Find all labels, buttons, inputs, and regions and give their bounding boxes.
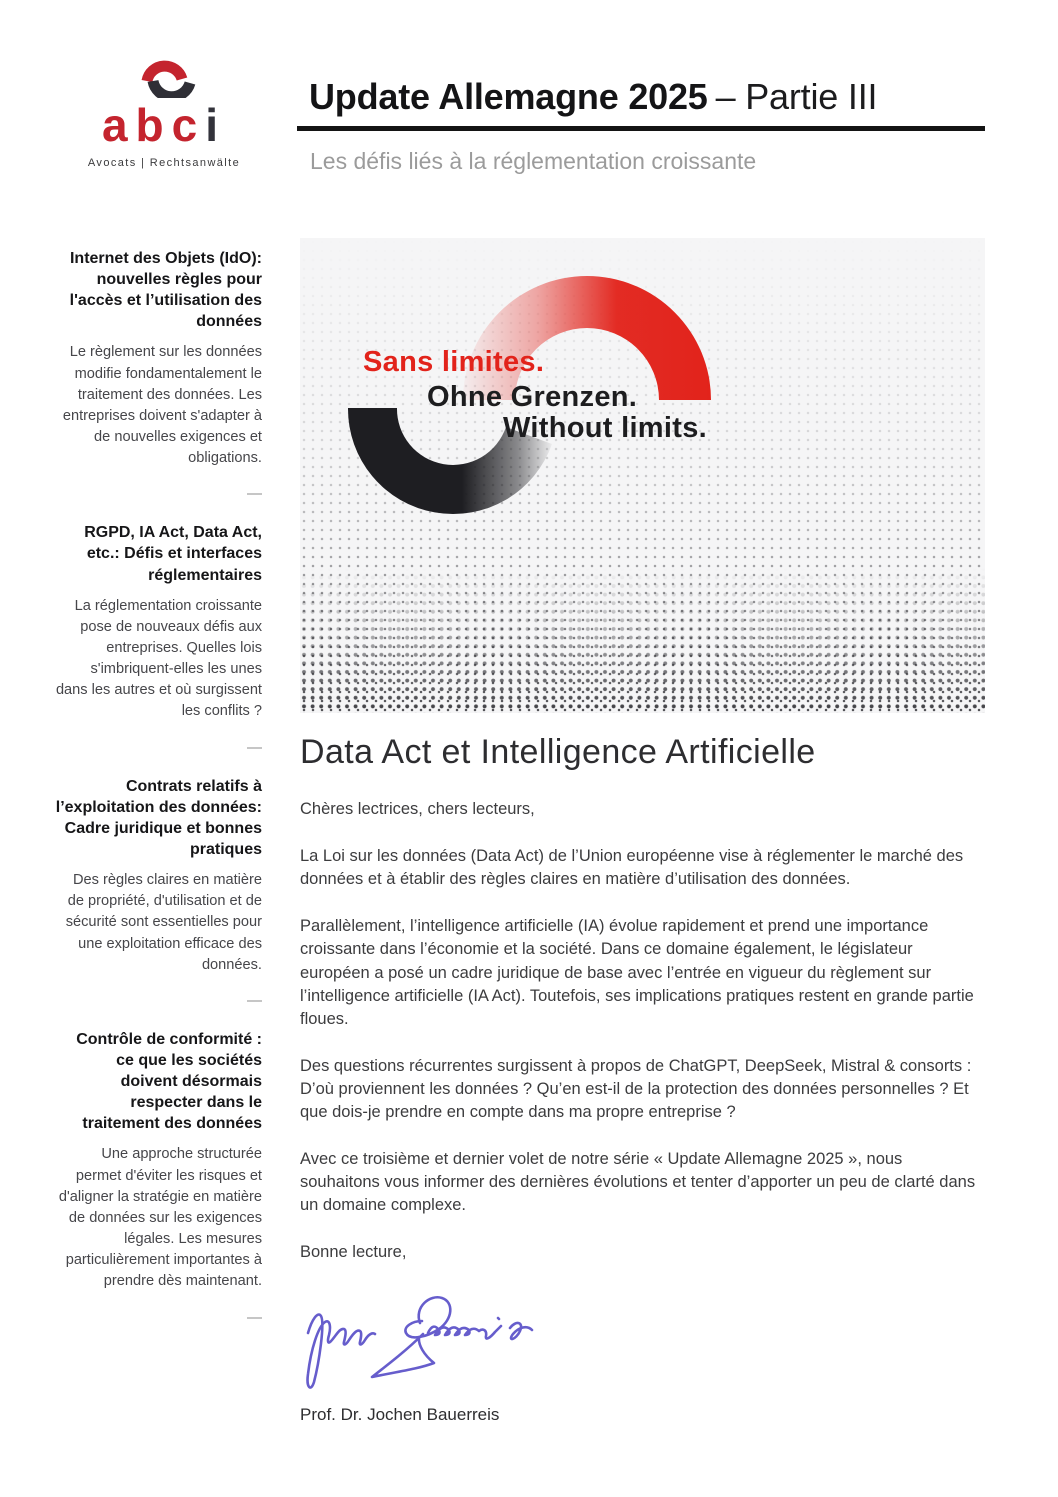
page-title-main: Update Allemagne 2025 <box>309 76 708 117</box>
logo-arcs-icon <box>89 54 239 98</box>
logo-black-arc-icon <box>153 81 190 97</box>
sidebar-heading: RGPD, IA Act, Data Act, etc.: Défis et interfaces réglementaires <box>84 524 262 584</box>
article-title: Data Act et Intelligence Artificielle <box>300 733 816 771</box>
page-title <box>297 76 985 117</box>
sidebar-heading: Contrats relatifs à l’exploitation des données: Cadre juridique et bonnes pratiques <box>55 777 262 858</box>
article-body <box>300 798 985 1264</box>
sidebar-section-iot <box>55 248 262 501</box>
sidebar-section-rgpd <box>55 522 262 754</box>
abci-logo <box>84 54 244 169</box>
paragraph: Avec ce troisième et dernier volet de notre série « Update Allemagne 2025 », nous souhaitons vous informer des dernières évolutions et tenter d’apporter un peu de clarté dans un domaine complexe. <box>300 1150 976 1215</box>
sidebar-body: Le règlement sur les données modifie fondamentalement le traitement des données. Les entreprises doivent s'adapter à de nouvelles exigences et obligations. <box>62 344 262 467</box>
section-divider: — <box>247 485 262 503</box>
hero-image <box>300 238 985 713</box>
logo-red-arc-icon <box>147 66 182 81</box>
section-divider: — <box>247 738 262 756</box>
signature-stroke <box>428 1318 532 1339</box>
sidebar-body: Des règles claires en matière de propriété, d'utilisation et de sécurité sont essentielles pour une exploitation efficace des données. <box>65 872 262 973</box>
signoff: Bonne lecture, <box>300 1243 407 1262</box>
hero-line-de: Ohne Grenzen. <box>427 381 638 413</box>
sidebar-heading: Internet des Objets (IdO): nouvelles règles pour l'accès et l’utilisation des données <box>69 250 262 331</box>
logo-word-red: abc <box>101 99 206 151</box>
paragraph: Parallèlement, l’intelligence artificielle (IA) évolue rapidement et prend une importance croissante dans l’économie et la société. Dans ce domaine également, le législateur européen a posé un cadre juridique de base avec l’entrée en vigueur du règlement sur l’intelligence artificielle (IA Act). Toutefois, ses implications pratiques restent en grande partie floues. <box>300 917 974 1028</box>
main-column <box>300 238 985 1425</box>
header-rule <box>297 126 985 131</box>
section-divider: — <box>247 991 262 1009</box>
sidebar-body: La réglementation croissante pose de nouveaux défis aux entreprises. Quelles lois s'imbriquent-elles les unes dans les autres et où surgissent les conflits ? <box>55 597 262 720</box>
sidebar-section-contrats <box>55 776 262 1008</box>
page-title-part: – Partie III <box>715 76 878 117</box>
hero-halftone-dots-dense <box>300 568 985 713</box>
sidebar-section-conformite <box>55 1029 262 1325</box>
page-subtitle: Les défis liés à la réglementation croissante <box>310 148 757 175</box>
logo-word-dark: i <box>205 99 227 151</box>
logo-wordmark <box>84 99 244 151</box>
hero-line-fr: Sans limites. <box>363 346 545 378</box>
signature-stroke <box>372 1334 434 1377</box>
sidebar-body: Une approche structurée permet d'éviter les risques et d'aligner la stratégie en matière de données sur les exigences légales. Les mesures particulièrement importantes à prendre dès maintenant. <box>58 1146 262 1290</box>
section-divider: — <box>247 1308 262 1326</box>
sidebar <box>55 248 262 1346</box>
hero-line-en: Without limits. <box>503 412 707 444</box>
author-name: Prof. Dr. Jochen Bauerreis <box>300 1404 500 1424</box>
paragraph: La Loi sur les données (Data Act) de l’Union européenne vise à réglementer le marché des données et à établir des règles claires en matière d’utilisation des données. <box>300 847 964 889</box>
paragraph: Des questions récurrentes surgissent à propos de ChatGPT, DeepSeek, Mistral & consorts : D’où proviennent les données ? Qu’en est-il de la protection des données personnelles ? Et que dois-je prendre en compte dans ma propre entreprise ? <box>300 1056 972 1122</box>
signature-stroke <box>308 1314 375 1387</box>
salutation: Chères lectrices, chers lecteurs, <box>300 800 535 819</box>
sidebar-heading: Contrôle de conformité : ce que les sociétés doivent désormais respecter dans le traitement des données <box>76 1030 262 1133</box>
page-header <box>297 76 985 175</box>
signature-image <box>302 1289 582 1397</box>
logo-tagline: Avocats | Rechtsanwälte <box>87 157 241 169</box>
